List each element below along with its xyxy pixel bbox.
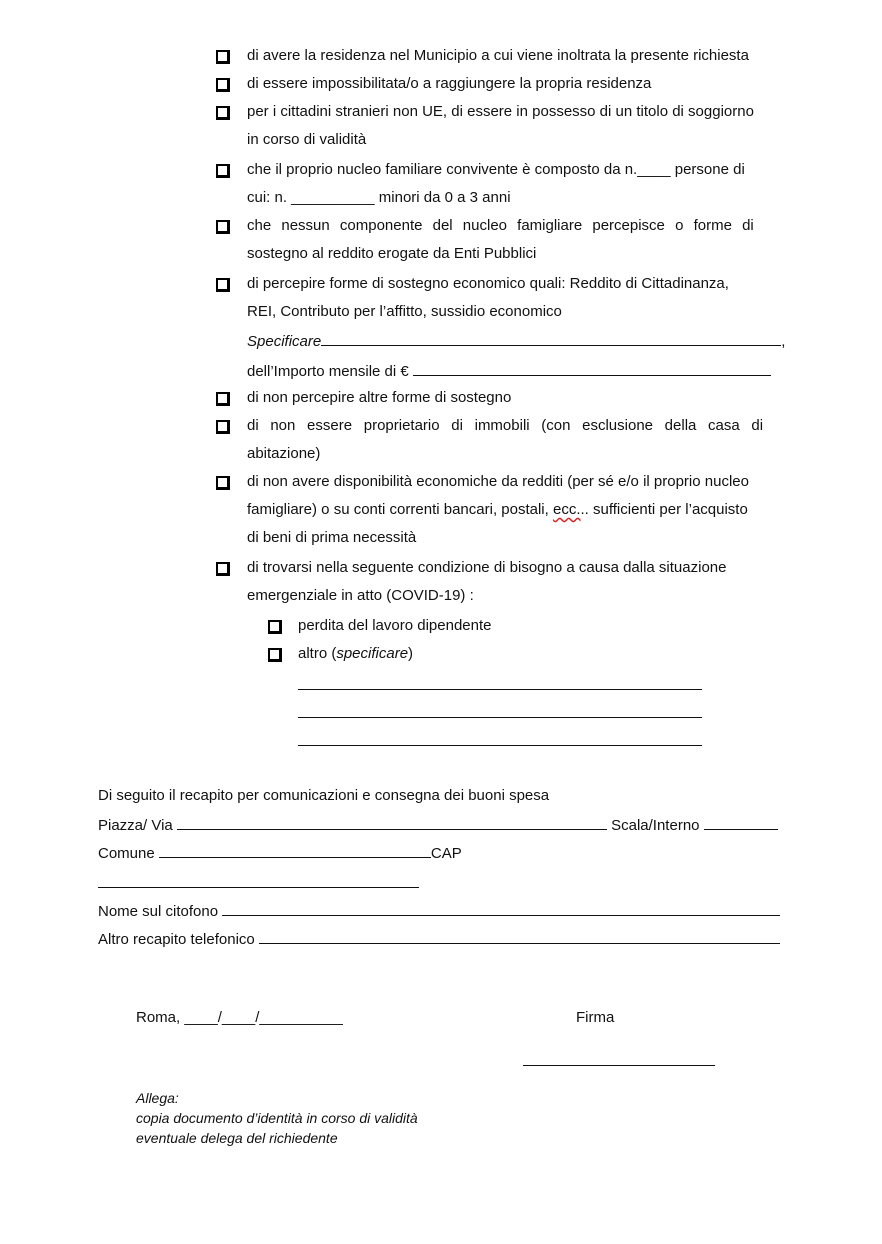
declaration-text: di trovarsi nella seguente condizione di bisogno a causa dalla situazione (247, 559, 727, 576)
street-field[interactable] (177, 815, 607, 830)
declaration-text: di beni di prima necessità (247, 529, 417, 546)
city-label: Comune (98, 845, 155, 862)
phone-field[interactable] (259, 929, 780, 944)
amount-field[interactable] (413, 361, 771, 376)
option-other-prefix: altro ( (298, 645, 337, 662)
option-other-label (298, 645, 413, 663)
checkbox-no-public-support[interactable] (216, 220, 230, 234)
stair-field[interactable] (704, 815, 778, 830)
signature-line[interactable] (523, 1065, 715, 1066)
declaration-text: per i cittadini stranieri non UE, di essere in possesso di un titolo di soggiorno (247, 103, 754, 120)
specify-comma: , (781, 333, 786, 350)
attachment-item: eventuale delega del richiedente (136, 1130, 338, 1146)
declaration-text: famigliare) o su conti correnti bancari, postali, (247, 501, 553, 518)
checkbox-other[interactable] (268, 648, 282, 662)
declaration-text: di essere impossibilitata/o a raggiungere la propria residenza (247, 75, 652, 92)
declaration-text: di non essere proprietario di immobili (con esclusione della casa di (247, 417, 764, 434)
checkbox-residence[interactable] (216, 50, 230, 64)
declaration-text: cui: n. __________ minori da 0 a 3 anni (247, 189, 511, 206)
option-job-loss-label: perdita del lavoro dipendente (298, 617, 492, 634)
option-other-suffix: ) (408, 645, 414, 662)
cap-label: CAP (430, 845, 462, 862)
cap-field[interactable] (98, 887, 419, 888)
attachments-title: Allega: (136, 1090, 179, 1106)
street-row (98, 815, 778, 835)
option-other-italic: specificare (336, 645, 409, 662)
specify-label: Specificare (247, 333, 322, 350)
checkbox-household[interactable] (216, 164, 230, 178)
other-specify-line-1[interactable] (298, 689, 702, 690)
declaration-text: di non avere disponibilità economiche da redditi (per sé e/o il proprio nucleo (247, 473, 749, 490)
phone-label: Altro recapito telefonico (98, 931, 255, 948)
attachment-item: copia documento d’identità in corso di validità (136, 1110, 418, 1126)
checkbox-residence-permit[interactable] (216, 106, 230, 120)
signature-label: Firma (576, 1009, 615, 1026)
checkbox-no-property[interactable] (216, 420, 230, 434)
intercom-row (98, 901, 780, 921)
checkbox-unable-reach-residence[interactable] (216, 78, 230, 92)
declaration-text: sostegno al reddito erogate da Enti Pubblici (247, 245, 537, 262)
other-specify-line-3[interactable] (298, 745, 702, 746)
checkbox-no-income[interactable] (216, 476, 230, 490)
specify-field[interactable] (321, 331, 781, 346)
place-date[interactable]: Roma, ____/____/__________ (136, 1009, 343, 1026)
contact-intro: Di seguito il recapito per comunicazioni e consegna dei buoni spesa (98, 787, 550, 804)
amount-row (247, 361, 771, 381)
specify-row (247, 331, 785, 351)
declaration-text: abitazione) (247, 445, 321, 462)
checkbox-economic-support[interactable] (216, 278, 230, 292)
street-label: Piazza/ Via (98, 817, 173, 834)
declaration-text: REI, Contributo per l’affitto, sussidio economico (247, 303, 562, 320)
declaration-text: che il proprio nucleo familiare convivente è composto da n.____ persone di (247, 161, 745, 178)
intercom-label: Nome sul citofono (98, 903, 219, 920)
amount-label: dell’Importo mensile di € (247, 363, 409, 380)
checkbox-no-other-support[interactable] (216, 392, 230, 406)
city-row (98, 843, 462, 863)
checkbox-job-loss[interactable] (268, 620, 282, 634)
misspelled-word: ecc. (552, 501, 581, 518)
phone-row (98, 929, 780, 949)
declaration-text: emergenziale in atto (COVID-19) : (247, 587, 474, 604)
declaration-text: .. sufficienti per l’acquisto (580, 501, 748, 518)
city-field[interactable] (159, 843, 431, 858)
other-specify-line-2[interactable] (298, 717, 702, 718)
declaration-text: di avere la residenza nel Municipio a cui viene inoltrata la presente richiesta (247, 47, 749, 64)
checkbox-covid-need[interactable] (216, 562, 230, 576)
declaration-text: di percepire forme di sostegno economico quali: Reddito di Cittadinanza, (247, 275, 729, 292)
declaration-text: in corso di validità (247, 131, 367, 148)
declaration-text: di non percepire altre forme di sostegno (247, 389, 512, 406)
intercom-field[interactable] (222, 901, 780, 916)
stair-label: Scala/Interno (611, 817, 700, 834)
declaration-text-row (247, 501, 748, 519)
declaration-text: che nessun componente del nucleo famigliare percepisce o forme di (247, 217, 754, 234)
